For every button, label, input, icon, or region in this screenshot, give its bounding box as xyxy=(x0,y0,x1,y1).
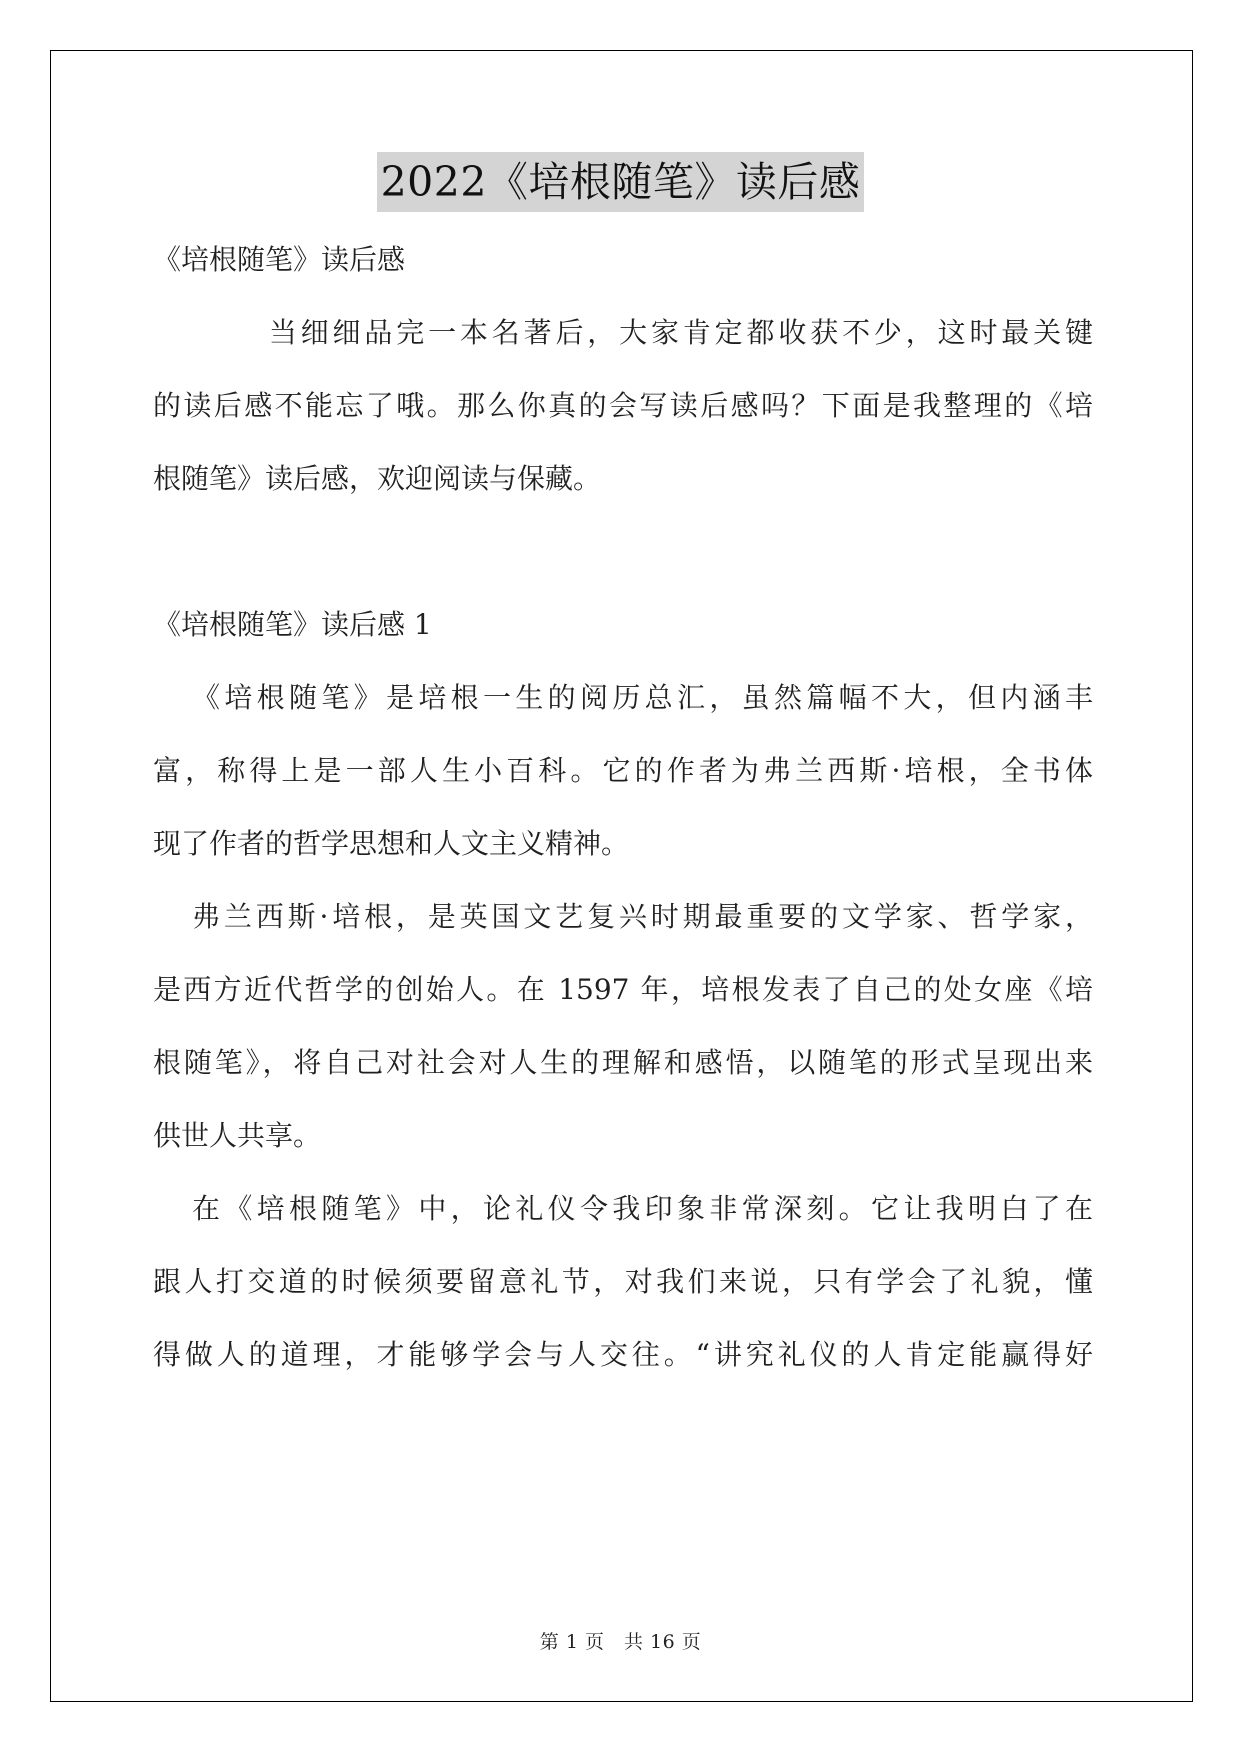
paragraph-line xyxy=(153,313,1093,353)
section-heading: 《培根随笔》读后感 1 xyxy=(153,608,432,641)
title-container xyxy=(0,152,1241,212)
paragraph-line: 富，称得上是一部人生小百科。它的作者为弗兰西斯·培根，全书体 xyxy=(153,754,1093,787)
paragraph-line: 根随笔》，将自己对社会对人生的理解和感悟，以随笔的形式呈现出来 xyxy=(153,1046,1093,1079)
paragraph-line: 的读后感不能忘了哦。那么你真的会写读后感吗？下面是我整理的《培 xyxy=(153,389,1093,422)
paragraph-line: 得做人的道理，才能够学会与人交往。“讲究礼仪的人肯定能赢得好 xyxy=(153,1338,1093,1371)
paragraph-line: 是西方近代哲学的创始人。在 1597 年，培根发表了自己的处女座《培 xyxy=(153,973,1093,1006)
page-number: 第 1 页 共 16 页 xyxy=(539,1631,702,1653)
page-border xyxy=(50,50,1193,1702)
paragraph-line: 《培根随笔》是培根一生的阅历总汇，虽然篇幅不大，但内涵丰 xyxy=(192,681,1093,714)
paragraph-line: 弗兰西斯·培根，是英国文艺复兴时期最重要的文学家、哲学家， xyxy=(192,900,1093,933)
paragraph-line: 供世人共享。 xyxy=(153,1119,322,1152)
paragraph-line: 在《培根随笔》中，论礼仪令我印象非常深刻。它让我明白了在 xyxy=(192,1192,1093,1225)
subtitle: 《培根随笔》读后感 xyxy=(153,243,406,276)
document-title: 2022《培根随笔》读后感 xyxy=(377,152,865,212)
paragraph-line: 跟人打交道的时候须要留意礼节，对我们来说，只有学会了礼貌，懂 xyxy=(153,1265,1093,1298)
paragraph-line: 根随笔》读后感，欢迎阅读与保藏。 xyxy=(153,462,602,495)
paragraph-line: 现了作者的哲学思想和人文主义精神。 xyxy=(153,827,630,860)
paragraph-text: 当细细品完一本名著后，大家肯定都收获不少，这时最关键 xyxy=(265,316,1093,349)
